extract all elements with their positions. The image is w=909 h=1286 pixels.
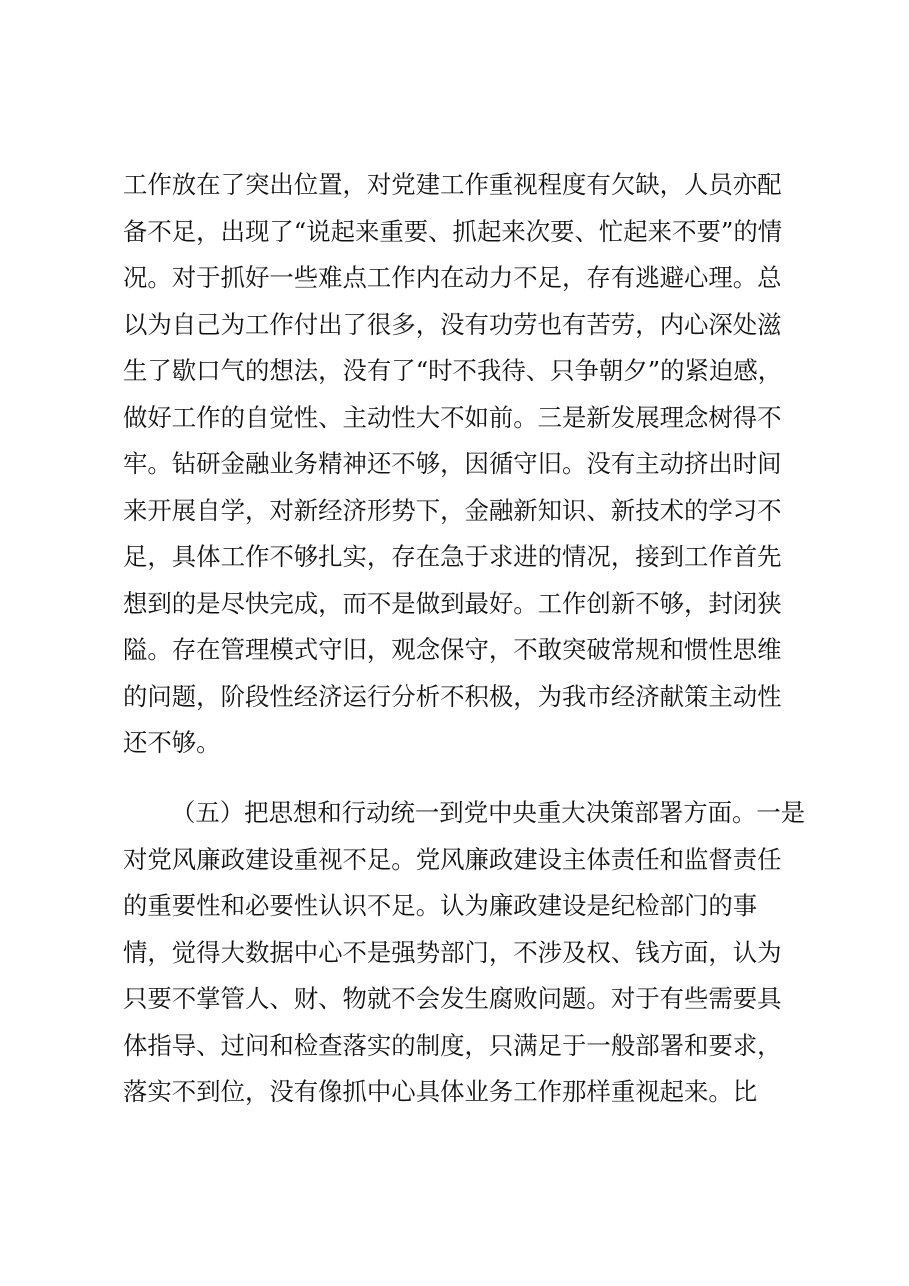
text-line: 的问题，阶段性经济运行分析不积极，为我市经济献策主动性 — [123, 681, 782, 711]
text-line: 牢。钻研金融业务精神还不够，因循守旧。没有主动挤出时间 — [123, 449, 782, 478]
text-line: 的重要性和必要性认识不足。认为廉政建设是纪检部门的事 — [123, 891, 758, 920]
text-line: 以为自己为工作付出了很多，没有功劳也有苦劳，内心深处滋 — [123, 309, 782, 339]
text-line: 备不足，出现了“说起来重要、抓起来次要、忙起来不要”的情 — [123, 216, 783, 246]
text-line: 想到的是尽快完成，而不是做到最好。工作创新不够，封闭狭 — [123, 588, 782, 618]
text-line: 隘。存在管理模式守旧，观念保守，不敢突破常规和惯性思维 — [123, 635, 782, 664]
text-line: 来开展自学，对新经济形势下，金融新知识、新技术的学习不 — [123, 495, 782, 525]
text-line: 足，具体工作不够扎实，存在急于求进的情况，接到工作首先 — [123, 542, 782, 571]
text-line: 对党风廉政建设重视不足。党风廉政建设主体责任和监督责任 — [123, 844, 782, 874]
text-line: 还不够。 — [123, 728, 221, 757]
text-line-first-indented: （五）把思想和行动统一到党中央重大决策部署方面。一是 — [171, 798, 806, 827]
text-line: 做好工作的自觉性、主动性大不如前。三是新发展理念树得不 — [123, 402, 782, 432]
text-line: 落实不到位，没有像抓中心具体业务工作那样重视起来。比 — [123, 1077, 758, 1106]
text-line: 情，觉得大数据中心不是强势部门，不涉及权、钱方面，认为 — [123, 937, 782, 967]
text-line: 只要不掌管人、财、物就不会发生腐败问题。对于有些需要具 — [123, 984, 782, 1013]
text-line: 体指导、过问和检查落实的制度，只满足于一般部署和要求， — [123, 1030, 782, 1060]
paragraph-continuation — [123, 162, 799, 767]
text-line: 工作放在了突出位置，对党建工作重视程度有欠缺，人员亦配 — [123, 170, 782, 199]
text-line: 生了歇口气的想法，没有了“时不我待、只争朝夕”的紧迫感， — [123, 356, 783, 385]
paragraph-section-five — [123, 790, 806, 1116]
text-line: 况。对于抓好一些难点工作内在动力不足，存有逃避心理。总 — [123, 263, 782, 292]
